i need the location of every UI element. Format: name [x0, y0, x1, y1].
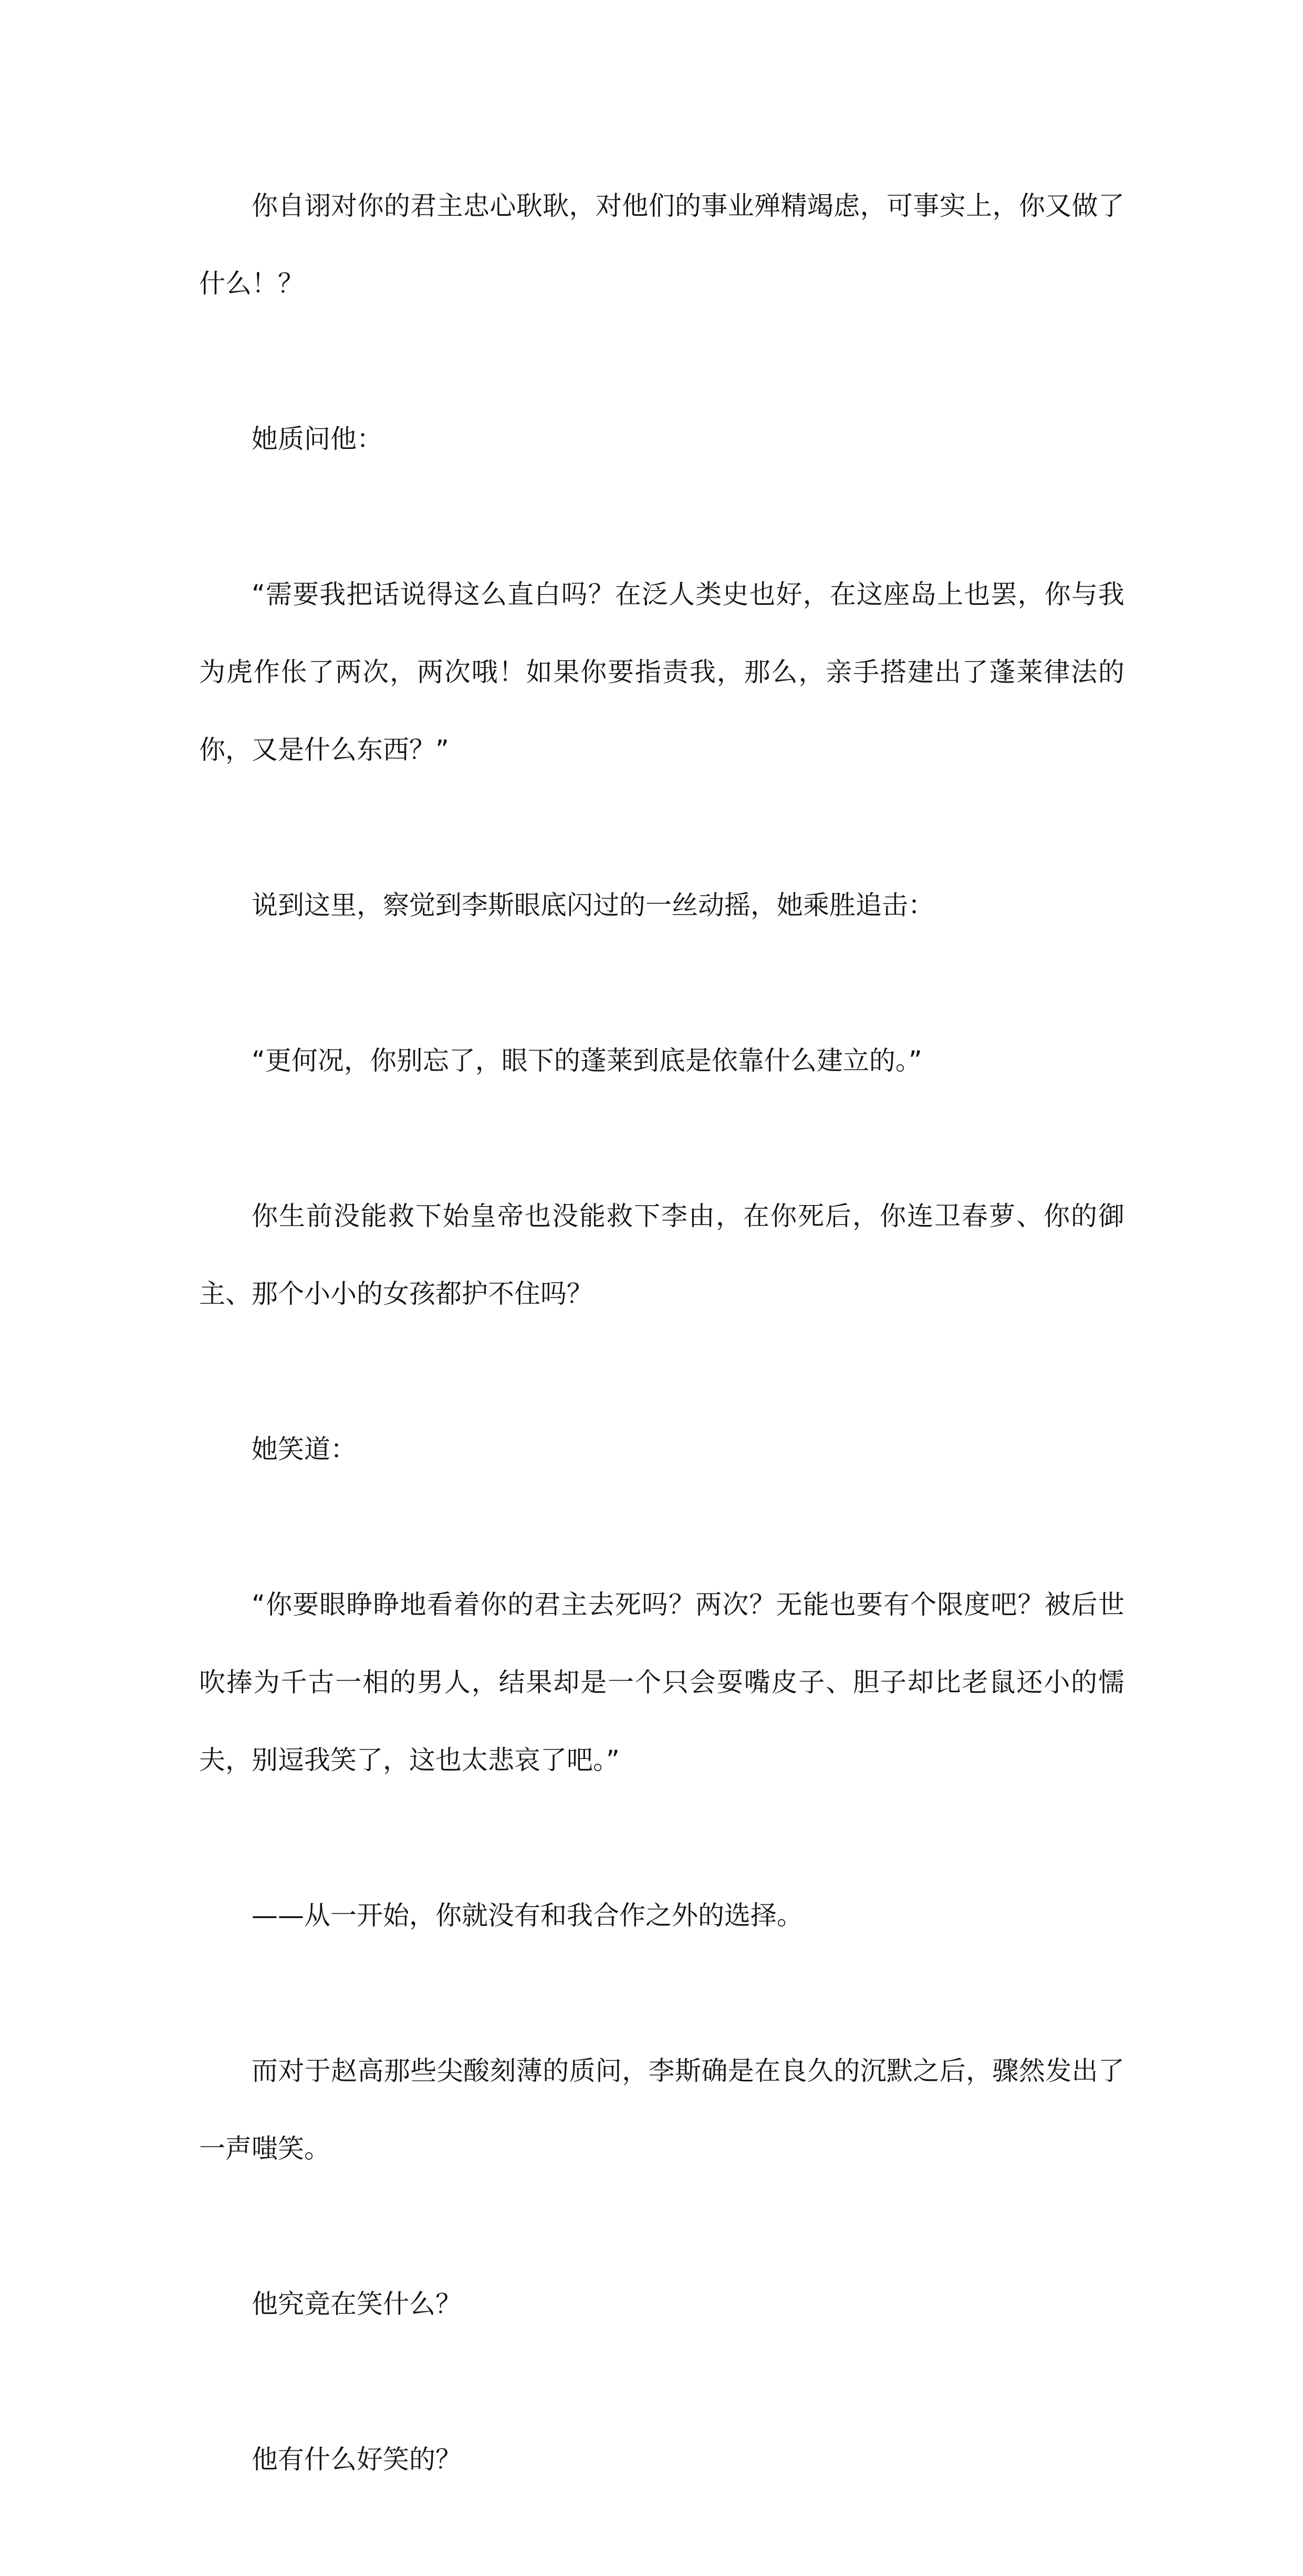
paragraph-1: 你自诩对你的君主忠心耿耿，对他们的事业殚精竭虑，可事实上，你又做了什么！？ [199, 191, 1124, 299]
paragraph-9: ——从一开始，你就没有和我合作之外的选择。 [252, 1900, 803, 1931]
document-body [199, 167, 1124, 2576]
paragraph-6: 你生前没能救下始皇帝也没能救下李由，在你死后，你连卫春萝、你的御主、那个小小的女孩都护不住吗？ [199, 1201, 1124, 1309]
paragraph-2: 她质问他： [252, 424, 383, 454]
paragraph-10: 而对于赵高那些尖酸刻薄的质问，李斯确是在良久的沉默之后，骤然发出了一声嗤笑。 [199, 2056, 1124, 2164]
paragraph-8: “你要眼睁睁地看着你的君主去死吗？两次？无能也要有个限度吧？被后世吹捧为千古一相的男人，结果却是一个只会耍嘴皮子、胆子却比老鼠还小的懦夫，别逗我笑了，这也太悲哀了吧。” [199, 1589, 1124, 1775]
paragraph-3: “需要我把话说得这么直白吗？在泛人类史也好，在这座岛上也罢，你与我为虎作伥了两次，两次哦！如果你要指责我，那么，亲手搭建出了蓬莱律法的你，又是什么东西？” [199, 579, 1124, 765]
paragraph-11: 他究竟在笑什么？ [252, 2289, 462, 2319]
paragraph-7: 她笑道： [252, 1434, 357, 1464]
paragraph-12: 他有什么好笑的？ [252, 2444, 462, 2475]
paragraph-5: “更何况，你别忘了，眼下的蓬莱到底是依靠什么建立的。” [252, 1045, 922, 1076]
paragraph-4: 说到这里，察觉到李斯眼底闪过的一丝动摇，她乘胜追击： [252, 890, 934, 920]
